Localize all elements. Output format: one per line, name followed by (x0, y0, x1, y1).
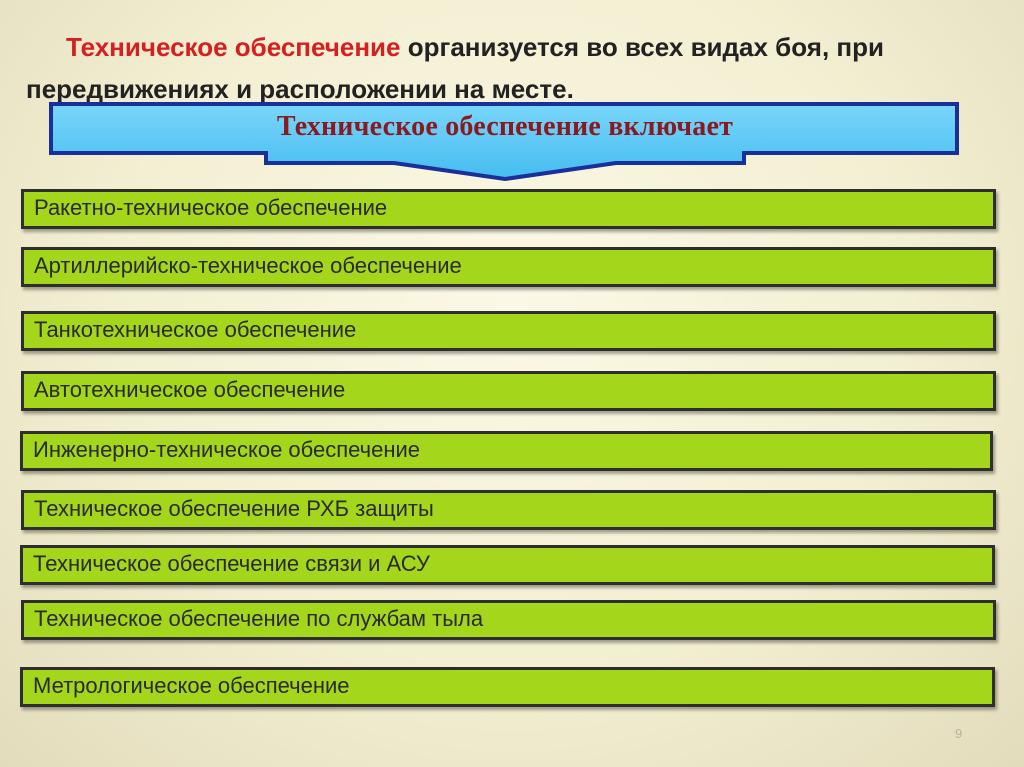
list-item-artillery: Артиллерийско-техническое обеспечение (21, 247, 996, 287)
banner (48, 101, 962, 183)
list-item-comms: Техническое обеспечение связи и АСУ (20, 545, 995, 585)
banner-title: Техническое обеспечение включает (276, 111, 734, 142)
heading-line-1 (26, 26, 1006, 68)
heading-line-2: передвижениях и расположении на месте. (26, 74, 574, 104)
heading-rest: организуется во всех видах боя, при (400, 32, 884, 62)
list-item-rocket: Ракетно-техническое обеспечение (21, 189, 996, 229)
list-item-auto: Автотехническое обеспечение (21, 371, 996, 411)
heading-accent: Техническое обеспечение (66, 32, 401, 62)
list-item-tank: Танкотехническое обеспечение (21, 311, 996, 351)
list-item-engineering: Инженерно-техническое обеспечение (20, 431, 993, 471)
page-number: 9 (955, 726, 963, 741)
slide-heading (26, 26, 1006, 110)
list-item-rear: Техническое обеспечение по службам тыла (21, 600, 996, 640)
list-item-rchb: Техническое обеспечение РХБ защиты (21, 490, 996, 530)
list-item-metrology: Метрологическое обеспечение (20, 667, 995, 707)
